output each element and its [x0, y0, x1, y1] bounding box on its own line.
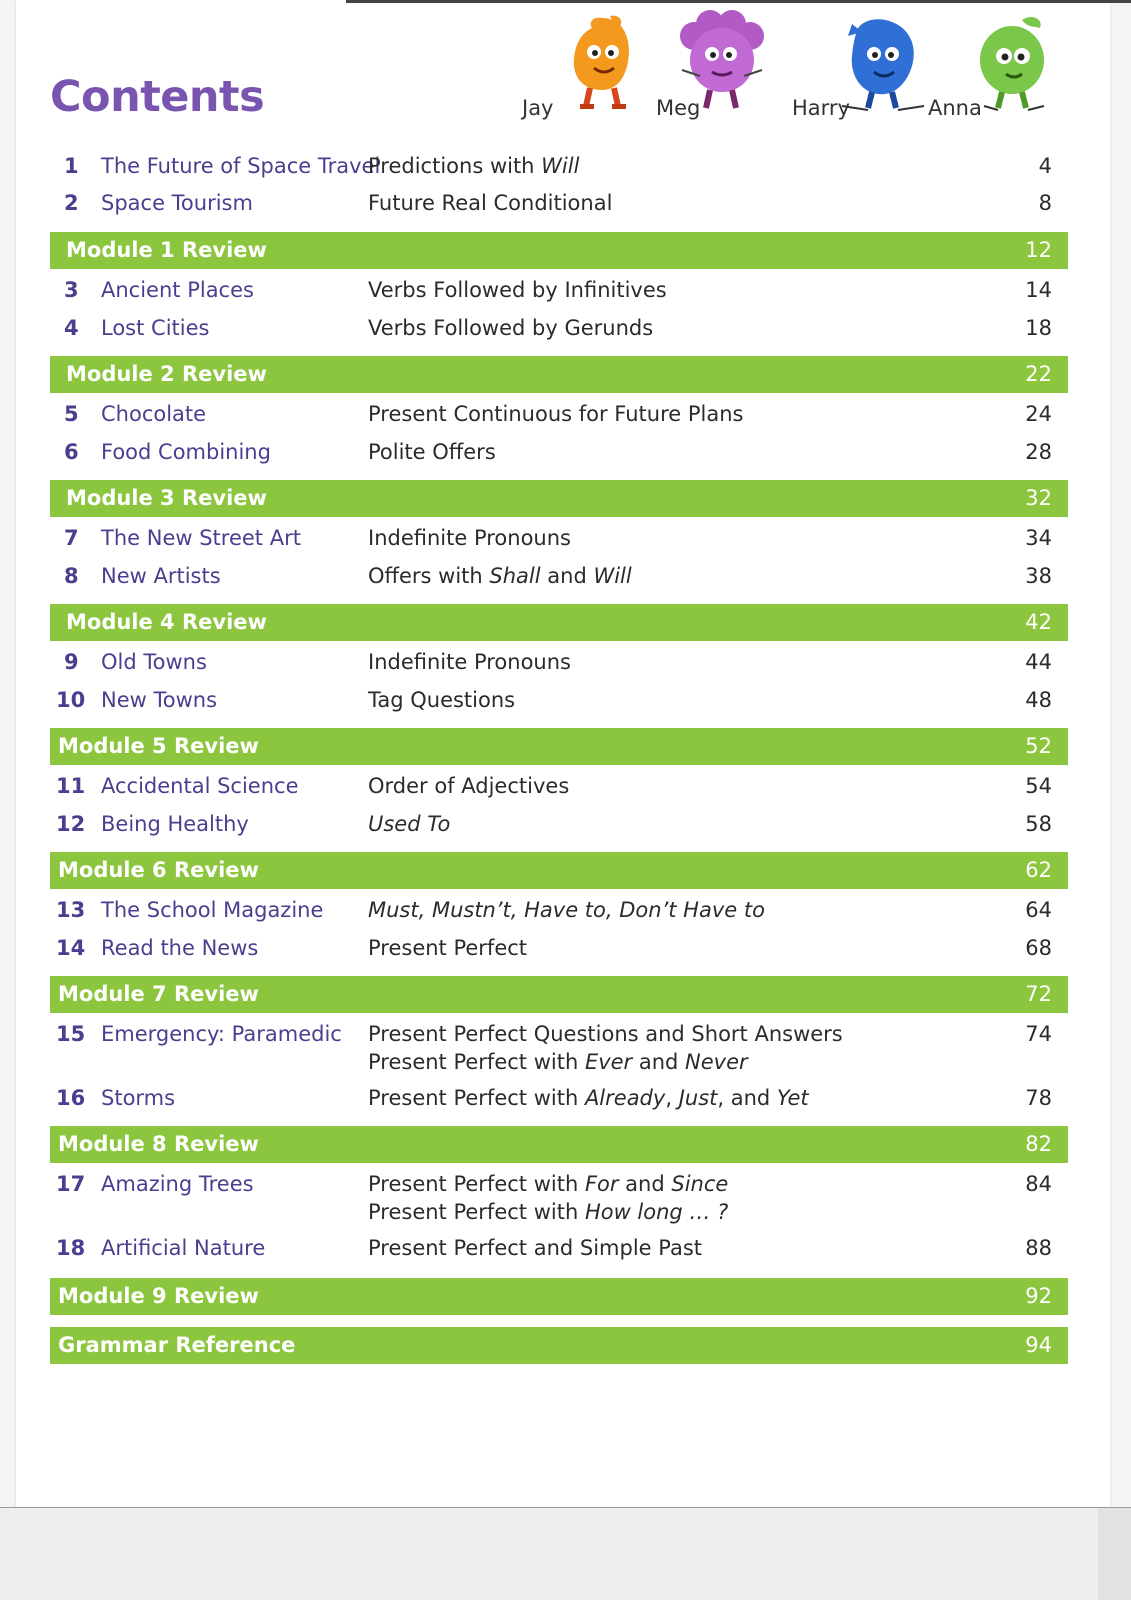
- meg-character-icon: [672, 10, 772, 120]
- unit-grammar: Tag Questions: [368, 688, 516, 712]
- unit-number: 16: [56, 1086, 86, 1110]
- page-number: 58: [1025, 812, 1052, 836]
- module-review-bar[interactable]: [50, 480, 1068, 517]
- unit-grammar: Present Continuous for Future Plans: [368, 402, 744, 426]
- unit-title: New Towns: [101, 688, 218, 712]
- module-review-bar[interactable]: [50, 232, 1068, 269]
- page-number: 8: [1038, 191, 1052, 215]
- page-number: 82: [1025, 1132, 1052, 1156]
- page-number: 84: [1025, 1172, 1052, 1196]
- unit-number: 1: [64, 154, 79, 178]
- scan-bottom-strip: [0, 1507, 1131, 1600]
- review-label: Module 9 Review: [58, 1284, 259, 1308]
- unit-grammar: Verbs Followed by Infinitives: [368, 278, 667, 302]
- character-name: Harry: [792, 96, 850, 120]
- review-label: Module 6 Review: [58, 858, 259, 882]
- unit-title: Being Healthy: [101, 812, 249, 836]
- contents-page: [16, 0, 1110, 1507]
- unit-number: 5: [64, 402, 79, 426]
- page-number: 92: [1025, 1284, 1052, 1308]
- unit-title: Emergency: Paramedic: [101, 1022, 342, 1046]
- jay-character-icon: [562, 10, 642, 120]
- module-review-bar[interactable]: [50, 1126, 1068, 1163]
- character-anna: [928, 10, 1068, 130]
- page-number: 72: [1025, 982, 1052, 1006]
- review-label: Module 3 Review: [66, 486, 267, 510]
- character-name: Anna: [928, 96, 982, 120]
- page-number: 4: [1038, 154, 1052, 178]
- page-number: 54: [1025, 774, 1052, 798]
- unit-grammar: Verbs Followed by Gerunds: [368, 316, 654, 340]
- module-review-bar[interactable]: [50, 976, 1068, 1013]
- module-review-bar[interactable]: [50, 852, 1068, 889]
- unit-title: New Artists: [101, 564, 221, 588]
- unit-grammar: Future Real Conditional: [368, 191, 613, 215]
- unit-grammar: Present Perfect Questions and Short Answers Present Perfect with Ever and Never: [368, 1022, 843, 1074]
- unit-title: Artificial Nature: [101, 1236, 266, 1260]
- module-review-bar[interactable]: [50, 604, 1068, 641]
- unit-title: The New Street Art: [101, 526, 301, 550]
- unit-grammar: Present Perfect and Simple Past: [368, 1236, 703, 1260]
- scan-edge-line: [0, 1507, 1131, 1508]
- page-number: 88: [1025, 1236, 1052, 1260]
- table-of-contents: [50, 150, 1068, 1390]
- page-number: 24: [1025, 402, 1052, 426]
- module-review-bar[interactable]: [50, 1278, 1068, 1315]
- review-label: Module 1 Review: [66, 238, 267, 262]
- page-number: 34: [1025, 526, 1052, 550]
- page-number: 28: [1025, 440, 1052, 464]
- unit-title: Lost Cities: [101, 316, 210, 340]
- page-number: 12: [1025, 238, 1052, 262]
- page-number: 94: [1025, 1333, 1052, 1357]
- unit-grammar: Indefinite Pronouns: [368, 650, 571, 674]
- unit-grammar: Order of Adjectives: [368, 774, 570, 798]
- unit-grammar: Indefinite Pronouns: [368, 526, 571, 550]
- unit-title: Food Combining: [101, 440, 271, 464]
- unit-number: 3: [64, 278, 79, 302]
- character-jay: [510, 10, 650, 130]
- module-review-bar[interactable]: [50, 356, 1068, 393]
- unit-grammar: Predictions with Will: [368, 154, 580, 178]
- unit-grammar: Present Perfect: [368, 936, 528, 960]
- unit-title: Accidental Science: [101, 774, 299, 798]
- harry-character-icon: [838, 10, 928, 120]
- unit-title: Amazing Trees: [101, 1172, 254, 1196]
- grammar-reference-bar[interactable]: [50, 1327, 1068, 1364]
- page-number: 18: [1025, 316, 1052, 340]
- page-number: 64: [1025, 898, 1052, 922]
- unit-number: 11: [56, 774, 86, 798]
- unit-number: 13: [56, 898, 86, 922]
- unit-number: 15: [56, 1022, 86, 1046]
- unit-grammar: Present Perfect with For and Since Present Perfect with How long … ?: [368, 1172, 729, 1224]
- anna-character-icon: [968, 10, 1058, 120]
- unit-number: 10: [56, 688, 86, 712]
- page-number: 14: [1025, 278, 1052, 302]
- unit-number: 9: [64, 650, 79, 674]
- page-number: 22: [1025, 362, 1052, 386]
- unit-title: Chocolate: [101, 402, 207, 426]
- unit-grammar: Polite Offers: [368, 440, 496, 464]
- review-label: Module 2 Review: [66, 362, 267, 386]
- unit-title: The School Magazine: [101, 898, 324, 922]
- character-name: Jay: [522, 96, 554, 120]
- page-number: 32: [1025, 486, 1052, 510]
- unit-title: Space Tourism: [101, 191, 253, 215]
- unit-title: The Future of Space Travel: [101, 154, 381, 178]
- unit-grammar: Must, Mustn’t, Have to, Don’t Have to: [368, 898, 765, 922]
- unit-number: 8: [64, 564, 79, 588]
- character-meg: [640, 10, 780, 130]
- page-title: Contents: [50, 72, 265, 122]
- page-number: 74: [1025, 1022, 1052, 1046]
- unit-number: 18: [56, 1236, 86, 1260]
- unit-grammar: Present Perfect with Already, Just, and Yet: [368, 1086, 809, 1110]
- page-number: 78: [1025, 1086, 1052, 1110]
- module-review-bar[interactable]: [50, 728, 1068, 765]
- unit-title: Ancient Places: [101, 278, 254, 302]
- page-number: 42: [1025, 610, 1052, 634]
- unit-grammar: Used To: [368, 812, 451, 836]
- unit-number: 7: [64, 526, 79, 550]
- review-label: Grammar Reference: [58, 1333, 296, 1357]
- review-label: Module 7 Review: [58, 982, 259, 1006]
- character-harry: [792, 10, 932, 130]
- page-number: 52: [1025, 734, 1052, 758]
- unit-number: 14: [56, 936, 86, 960]
- unit-number: 17: [56, 1172, 86, 1196]
- scan-shadow: [1098, 1507, 1131, 1600]
- unit-title: Old Towns: [101, 650, 207, 674]
- unit-number: 4: [64, 316, 79, 340]
- review-label: Module 5 Review: [58, 734, 259, 758]
- review-label: Module 8 Review: [58, 1132, 259, 1156]
- unit-title: Storms: [101, 1086, 176, 1110]
- review-label: Module 4 Review: [66, 610, 267, 634]
- page-number: 38: [1025, 564, 1052, 588]
- unit-number: 6: [64, 440, 79, 464]
- unit-title: Read the News: [101, 936, 259, 960]
- character-name: Meg: [656, 96, 701, 120]
- page-number: 68: [1025, 936, 1052, 960]
- unit-number: 12: [56, 812, 86, 836]
- scan-top-edge: [346, 0, 1131, 3]
- page-number: 48: [1025, 688, 1052, 712]
- unit-number: 2: [64, 191, 79, 215]
- page-number: 44: [1025, 650, 1052, 674]
- page-number: 62: [1025, 858, 1052, 882]
- unit-grammar: Offers with Shall and Will: [368, 564, 632, 588]
